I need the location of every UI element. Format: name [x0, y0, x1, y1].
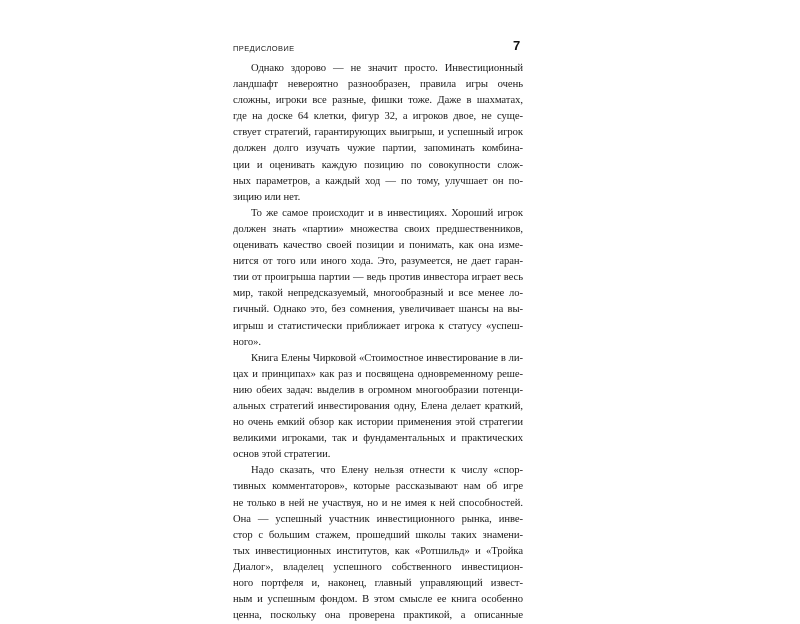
- text-line: должен долго изучать чужие партии, запоминать комбина-: [233, 143, 523, 155]
- body-text: [233, 61, 523, 624]
- text-line: тивных комментаторов», которые рассказывают нам об игре: [233, 481, 523, 493]
- text-line: Однако здорово — не значит просто. Инвестиционный: [251, 63, 523, 74]
- text-line: оценивать качество своей позиции и понимать, как она изме-: [233, 240, 523, 252]
- text-line: ценна, поскольку она проверена практикой, а описанные: [233, 610, 523, 622]
- text-line: Книга Елены Чирковой «Стоимостное инвестирование в ли-: [251, 352, 523, 364]
- text-line: Надо сказать, что Елену нельзя отнести к числу «спор-: [251, 465, 523, 477]
- text-line: должен знать «партии» множества своих предшественников,: [233, 223, 523, 235]
- paragraph: [233, 206, 523, 351]
- text-line: мир, такой непредсказуемый, многообразный и все менее ло-: [233, 288, 523, 300]
- text-line: тии от проигрыша партии — ведь против инвестора играет весь: [233, 272, 523, 284]
- text-line: Диалог», владелец успешного собственного инвестицион-: [233, 561, 523, 573]
- text-line: ствует стратегий, гарантирующих выигрыш, и успешный игрок: [233, 127, 523, 139]
- text-line: ции и оценивать каждую позицию по совокупности слож-: [233, 159, 523, 171]
- text-line: Она — успешный участник инвестиционного рынка, инве-: [233, 513, 523, 525]
- text-line: ландшафт невероятно разнообразен, правила игры очень: [233, 79, 523, 91]
- running-head: ПРЕДИСЛОВИЕ: [233, 44, 295, 53]
- text-line: не только в ней не участвуя, но и не имея к ней способностей.: [233, 497, 523, 509]
- text-line: ного».: [233, 336, 261, 348]
- text-line: цах и принципах» как раз и посвящена одновременному решe-: [233, 368, 523, 380]
- page-number: 7: [513, 38, 521, 53]
- text-line: альных стратегий инвестирования одну, Елена делает краткий,: [233, 400, 523, 412]
- text-line: зицию или нет.: [233, 191, 301, 203]
- text-line: гичный. Однако это, без сомнения, увеличивает шансы на вы-: [233, 304, 523, 316]
- paragraph: [233, 61, 523, 206]
- text-line: нится от того или иного хода. Это, разумеется, не дает гаран-: [233, 256, 523, 268]
- text-line: ным и успешным фондом. В этом смысле ее книга особенно: [233, 594, 523, 606]
- text-line: тых инвестиционных институтов, как «Ротшильд» и «Тройка: [233, 545, 523, 557]
- text-line: основ этой стратегии.: [233, 449, 331, 461]
- text-line: где на доске 64 клетки, фигур 32, а игроков двое, не суще-: [233, 111, 523, 123]
- text-line: ных параметров, а каждый ход — по тому, улучшает он по-: [233, 175, 523, 187]
- text-line: То же самое происходит и в инвестициях. Хороший игрок: [251, 207, 523, 219]
- text-line: сложны, игроки все разные, фишки тоже. Даже в шахматах,: [233, 95, 523, 107]
- text-line: игрыш и статистически приближает игрока к статусу «успеш-: [233, 320, 523, 332]
- text-line: нию обеих задач: выделив в огромном многообразии потенци-: [233, 384, 523, 396]
- paragraph: [233, 351, 523, 464]
- text-line: великими игроками, так и фундаментальных и практических: [233, 433, 523, 445]
- text-line: ного портфеля и, наконец, главный управляющий извест-: [233, 578, 523, 589]
- text-line: стор с большим стажем, прошедший школы таких знамени-: [233, 529, 523, 541]
- text-line: но очень емкий обзор как истории применения этой стратегии: [233, 417, 523, 429]
